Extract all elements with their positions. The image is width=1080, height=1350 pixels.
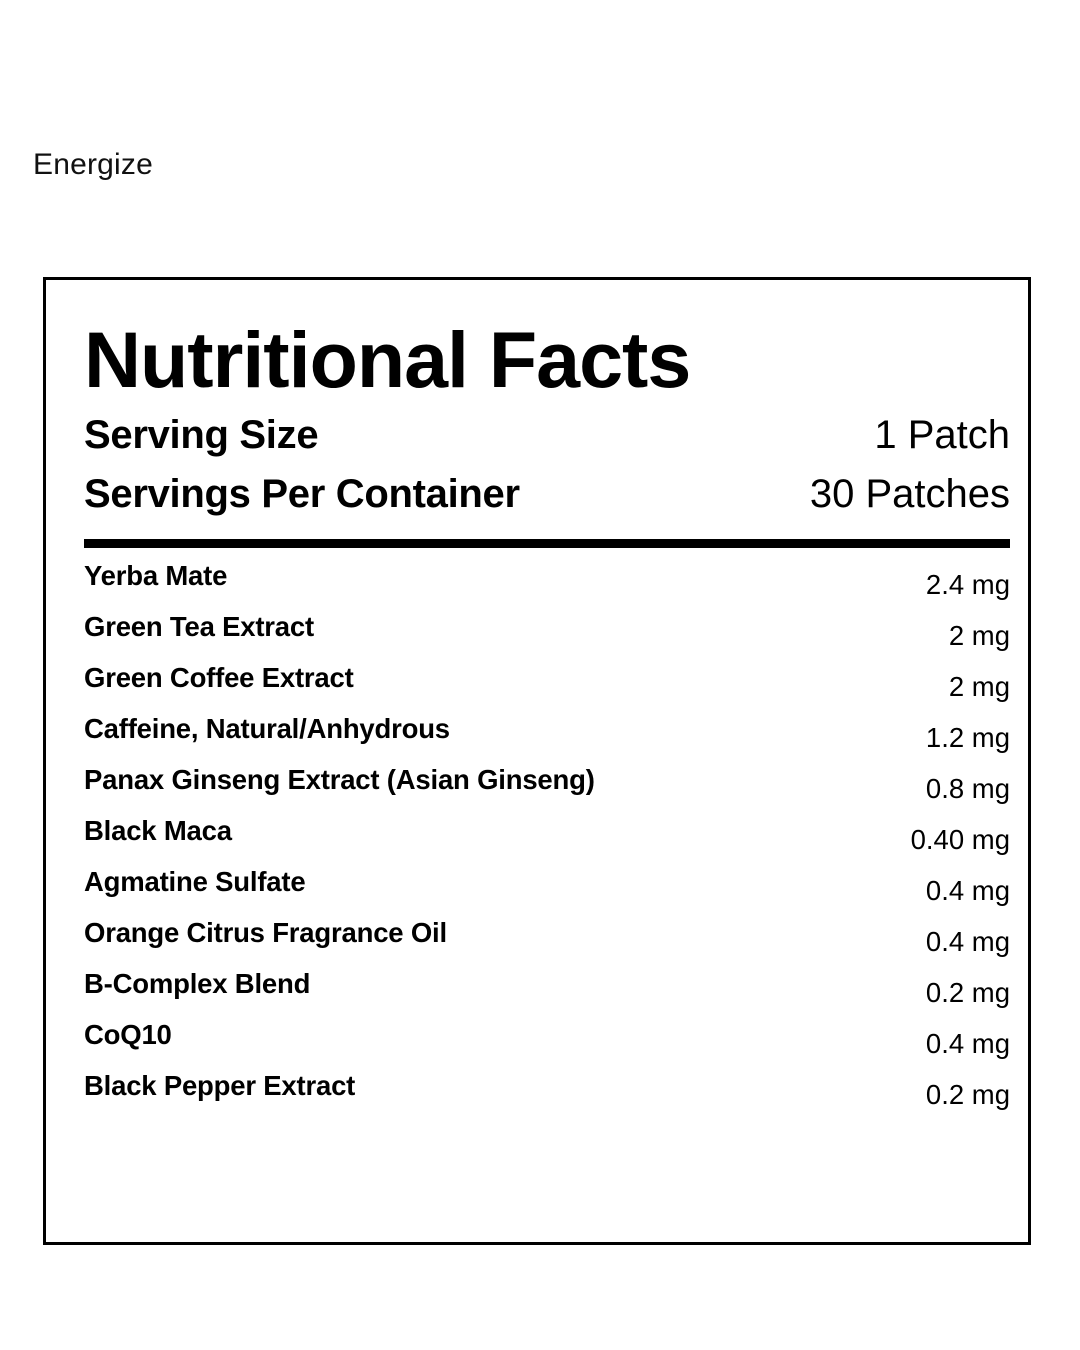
ingredient-amount: 2.4 mg [925,569,1010,601]
ingredient-row [84,815,1010,866]
ingredient-row [84,662,1010,713]
serving-size-value: 1 Patch [874,413,1010,458]
ingredient-amount: 2 mg [948,620,1010,652]
ingredient-name: Caffeine, Natural/Anhydrous [84,713,450,745]
ingredient-row [84,764,1010,815]
ingredient-row [84,560,1010,611]
ingredient-amount: 0.2 mg [925,977,1010,1009]
servings-per-container-row [84,472,1012,517]
servings-per-container-label: Servings Per Container [84,472,520,517]
ingredient-row [84,917,1010,968]
ingredient-amount: 0.40 mg [910,824,1010,856]
servings-per-container-value: 30 Patches [809,472,1010,517]
ingredient-amount: 1.2 mg [925,722,1010,754]
ingredient-name: Orange Citrus Fragrance Oil [84,917,447,949]
serving-size-label: Serving Size [84,413,319,458]
ingredient-name: Green Tea Extract [84,611,314,643]
ingredient-row [84,1070,1010,1121]
panel-divider [84,539,1010,548]
ingredient-amount: 0.4 mg [925,1028,1010,1060]
ingredient-name: Black Maca [84,815,232,847]
ingredient-row [84,713,1010,764]
ingredient-row [84,611,1010,662]
ingredient-row [84,866,1010,917]
ingredient-amount: 2 mg [948,671,1010,703]
ingredient-name: B-Complex Blend [84,968,311,1000]
ingredient-name: Green Coffee Extract [84,662,354,694]
ingredient-row [84,968,1010,1019]
panel-title: Nutritional Facts [84,315,691,404]
ingredient-amount: 0.4 mg [925,875,1010,907]
ingredient-amount: 0.4 mg [925,926,1010,958]
ingredient-name: Panax Ginseng Extract (Asian Ginseng) [84,764,595,796]
ingredient-name: Black Pepper Extract [84,1070,356,1102]
ingredient-name: CoQ10 [84,1019,172,1051]
panel-content [46,280,1028,1242]
nutritional-facts-panel [43,277,1031,1245]
ingredient-amount: 0.2 mg [925,1079,1010,1111]
ingredient-row [84,1019,1010,1070]
ingredient-list [84,560,1012,1121]
ingredient-amount: 0.8 mg [925,773,1010,805]
serving-size-row [84,413,1012,458]
ingredient-name: Yerba Mate [84,560,228,592]
product-name: Energize [33,148,154,181]
ingredient-name: Agmatine Sulfate [84,866,306,898]
